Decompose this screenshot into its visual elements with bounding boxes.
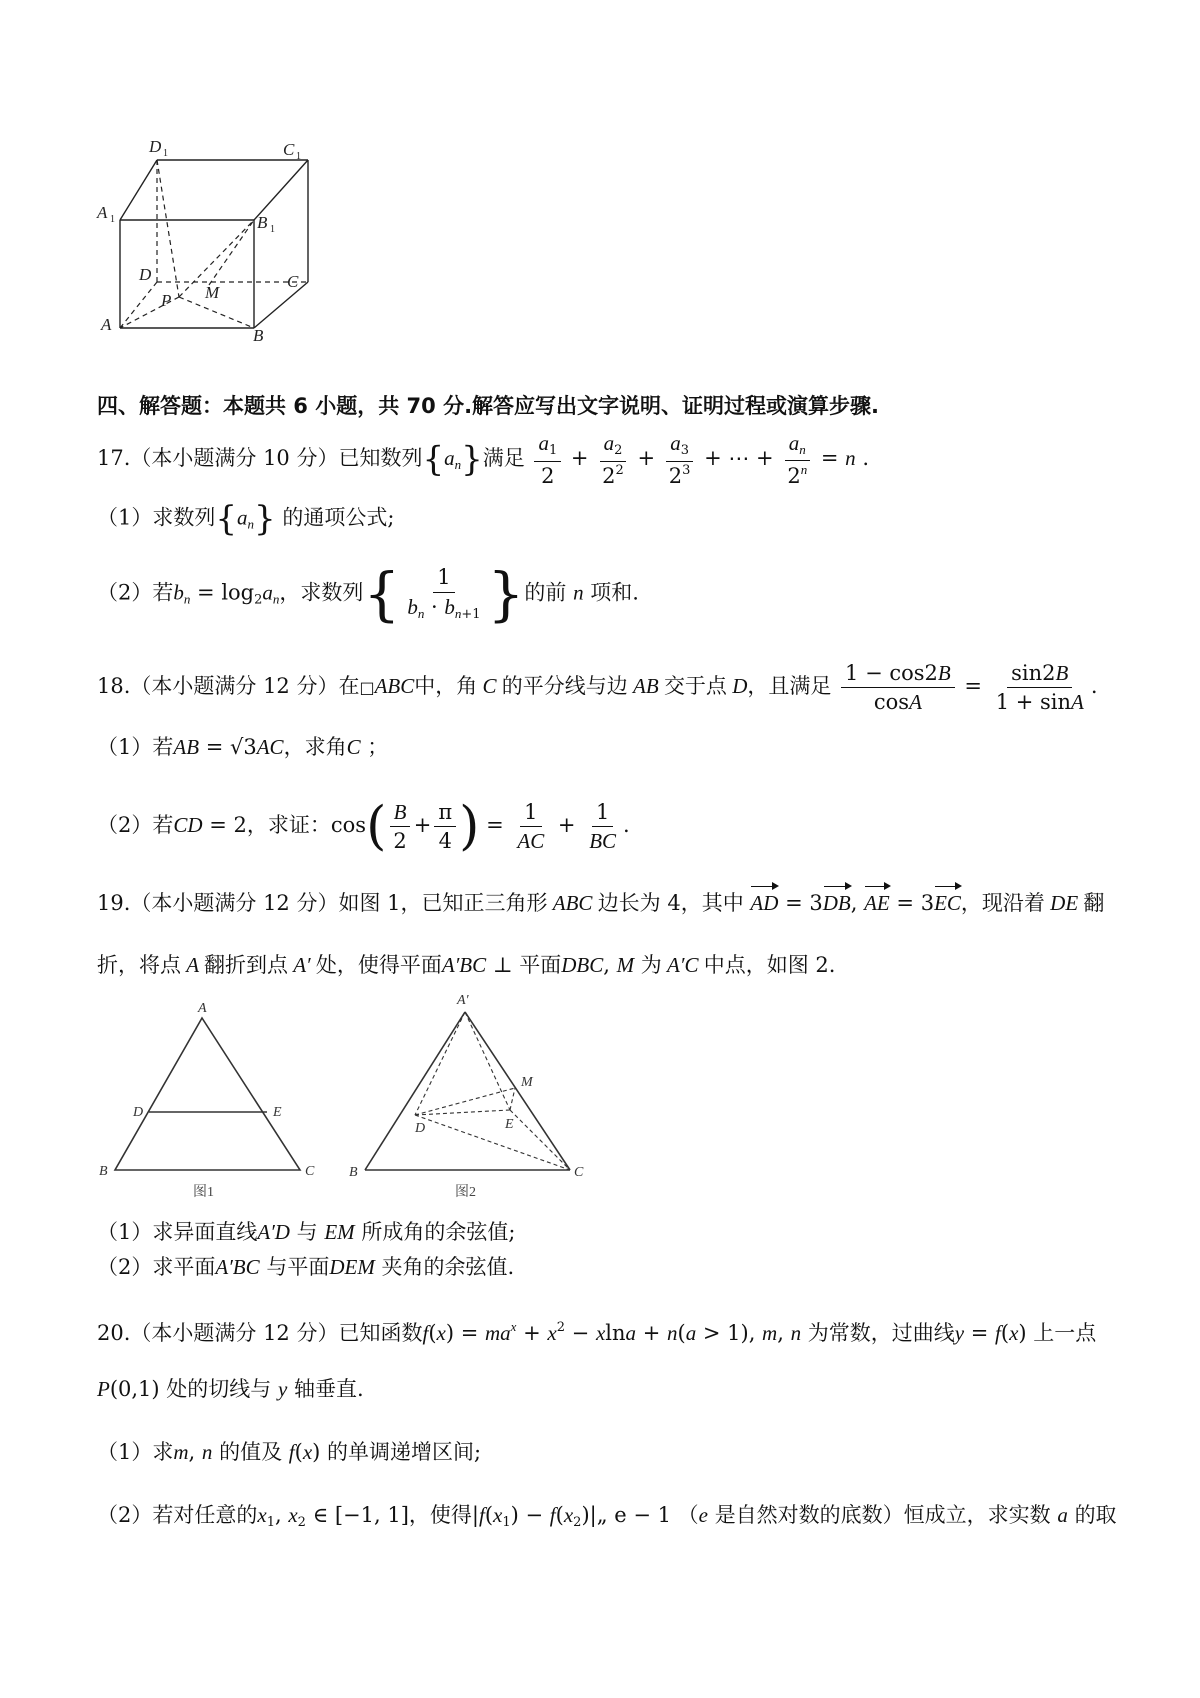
- fig1-caption: 图1: [193, 1185, 214, 1200]
- svg-text:A′: A′: [457, 993, 469, 1008]
- label-sub: 1: [110, 214, 115, 225]
- label-A: A: [101, 315, 112, 334]
- section-heading: 四、解答题：本题共 6 小题，共 70 分.解答应写出文字说明、证明过程或演算步骤.: [97, 394, 880, 418]
- label-sub: 1: [296, 151, 301, 162]
- q19-part2: （2）求平面A′BC 与平面DEM 夹角的余弦值.: [97, 1255, 515, 1279]
- cube-figure: [95, 135, 335, 375]
- label-D1: D: [149, 137, 162, 156]
- q18-stem: 18.（本小题满分 12 分）在□ABC中，角 C 的平分线与边 AB 交于点 D，且满足 $\frac{1 - \cos 2B}{\cos A}$ = $\frac{\sin 2B}{1 + \sin A}$ .: [97, 661, 1098, 715]
- svg-text:B: B: [349, 1165, 358, 1180]
- q20-part1: （1）求m, n 的值及 f(x) 的单调递增区间;: [97, 1440, 482, 1464]
- label-B1: B: [257, 213, 268, 232]
- svg-text:C: C: [574, 1165, 584, 1180]
- label-sub: 1: [163, 148, 168, 159]
- q20-stem: 20.（本小题满分 12 分）已知函数$f(x) = ma^x + x^2 - xlna + n(a > 1)$, m, n 为常数，过曲线y = f(x) 上一点: [97, 1319, 1097, 1345]
- q20-stem-line2: P(0,1) 处的切线与 y 轴垂直.: [97, 1377, 364, 1401]
- svg-text:D: D: [133, 1105, 144, 1120]
- svg-text:B: B: [99, 1164, 108, 1179]
- label-B: B: [253, 326, 264, 345]
- label-sub: 1: [270, 224, 275, 235]
- q17-part2: （2）若$b_n = \log_2a_n$，求数列{ $\frac{1}{b_n \cdot b_{n+1}}$ }的前 n 项和.: [97, 560, 639, 628]
- q19-stem-line2: 折，将点 A 翻折到点 A′ 处，使得平面A′BC ⊥ 平面DBC, M 为 A′C 中点，如图 2.: [97, 953, 836, 977]
- svg-text:M: M: [521, 1075, 533, 1090]
- q18-part1: （1）若AB = √3AC，求角C ；: [97, 735, 389, 759]
- svg-text:E: E: [505, 1117, 514, 1132]
- q19-part1: （1）求异面直线A′D 与 EM 所成角的余弦值;: [97, 1220, 516, 1244]
- svg-text:D: D: [415, 1121, 426, 1136]
- svg-text:E: E: [273, 1105, 282, 1120]
- label-C1: C: [283, 140, 295, 159]
- label-A1: A: [97, 203, 108, 222]
- label-D: D: [139, 265, 152, 284]
- q17-stem: 17.（本小题满分 10 分）已知数列$\{a_n\}$满足 $\frac{a_1}{2}$ + $\frac{a_2}{2^2}$ + $\frac{a_3}{2^3}$ + ⋯ + $\frac{a_n}{2^n}$ = n .: [97, 431, 870, 488]
- fig2-caption: 图2: [455, 1185, 476, 1200]
- label-M: M: [205, 283, 220, 302]
- svg-text:C: C: [305, 1164, 315, 1179]
- q18-part2: （2）若CD = 2，求证：cos( $\frac{B}{2}$ + $\frac{\pi}{4}$ ) = $\frac{1}{AC}$ + $\frac{1}{BC}$ .: [97, 796, 630, 857]
- svg-text:A: A: [198, 1001, 207, 1016]
- q20-part2: （2）若对任意的$x_1$, $x_2$ ∈ [−1, 1]，使得$|f(x_1)$ − $f(x_2)|„$ e − 1 （e 是自然对数的底数）恒成立，求实数 a 的取: [97, 1503, 1117, 1530]
- figure-2-folded: [345, 990, 605, 1200]
- label-P: P: [161, 291, 172, 310]
- q19-stem: 19.（本小题满分 12 分）如图 1，已知正三角形 ABC 边长为 4，其中 AD = 3DB, AE = 3EC，现沿着 DE 翻: [97, 888, 1104, 918]
- label-C: C: [287, 272, 299, 291]
- q17-part1: （1）求数列$\{a_n\}$ 的通项公式;: [97, 499, 395, 539]
- figure-1-triangle: [95, 1000, 335, 1200]
